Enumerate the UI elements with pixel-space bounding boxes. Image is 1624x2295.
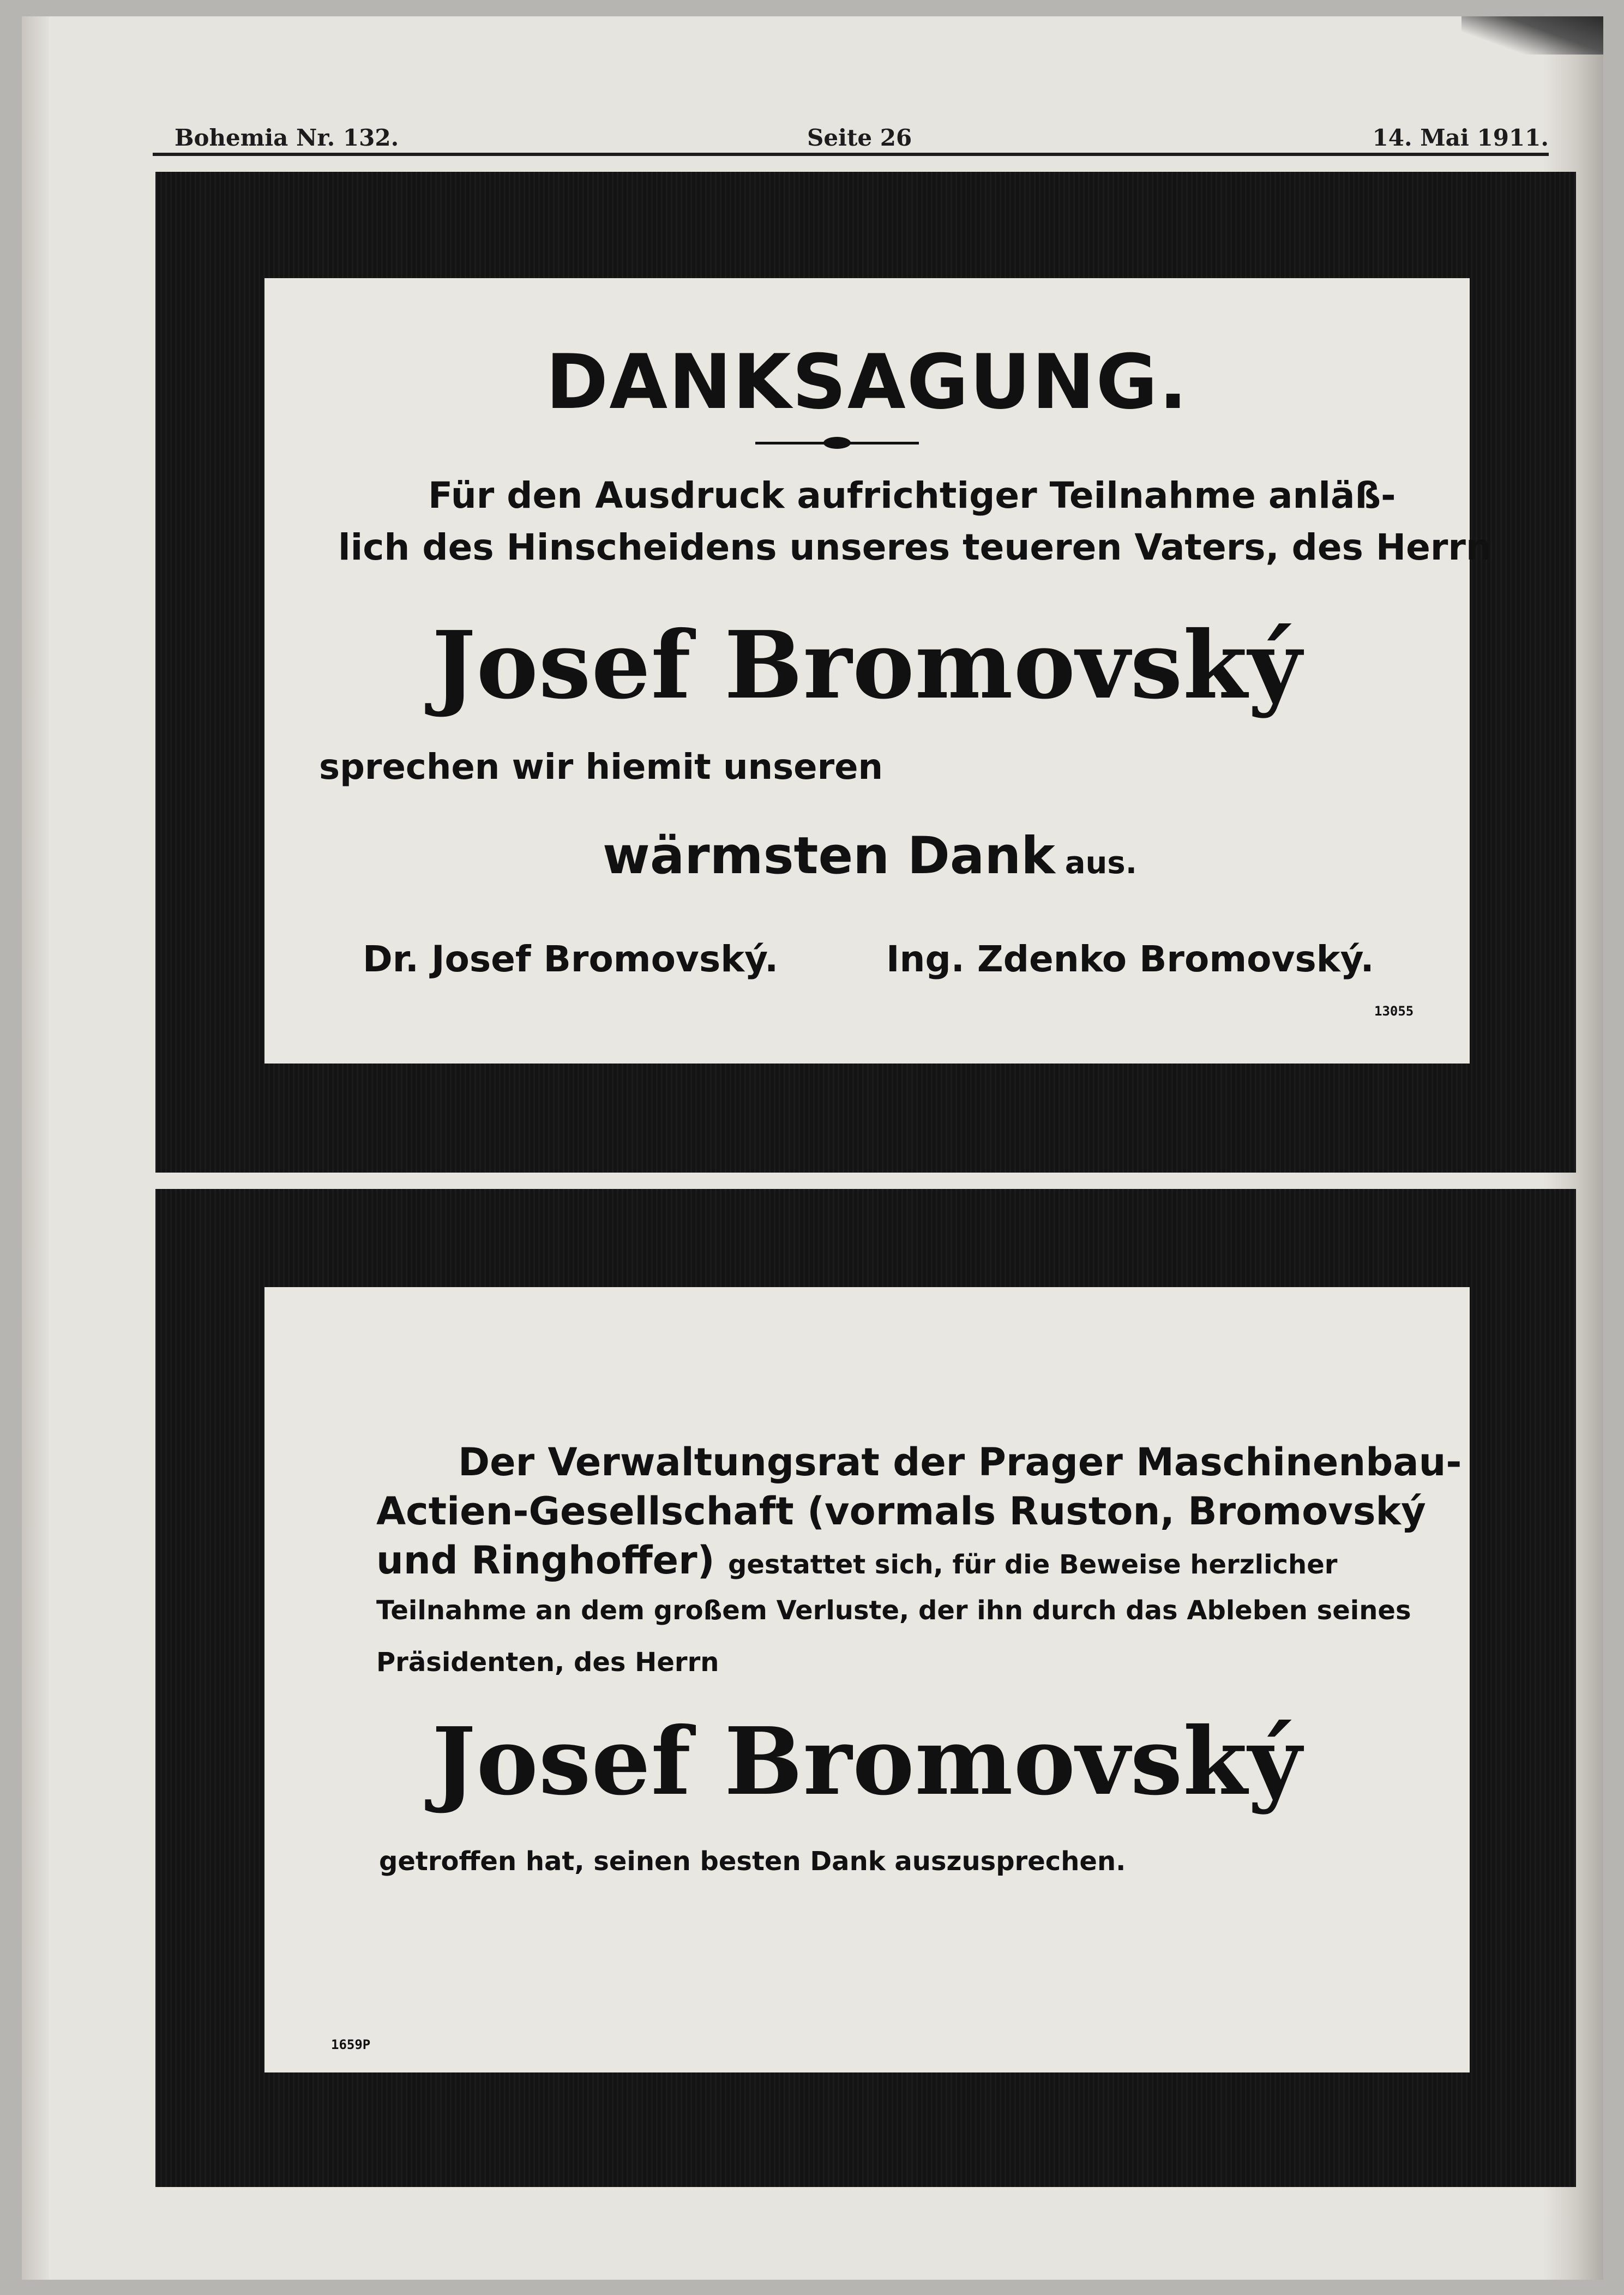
danksagung-notice — [264, 278, 1491, 1064]
ornament-divider-center — [823, 437, 851, 449]
page-corner-shadow — [1461, 16, 1603, 55]
header-rule — [153, 153, 1549, 156]
thanks-end: aus. — [1064, 845, 1138, 881]
ad-reference-number: 1659P — [331, 2037, 371, 2052]
ad-reference-number: 13055 — [1374, 1004, 1414, 1019]
publication-name: Bohemia Nr. 132. — [175, 124, 399, 151]
notice-text-line: getroffen hat, seinen besten Dank auszusprechen. — [379, 1846, 1126, 1877]
deceased-name: Josef Bromovský — [432, 1707, 1302, 1816]
signer: Ing. Zdenko Bromovský. — [886, 938, 1374, 980]
notice-text-line: lich des Hinscheidens unseres teueren Vaters, des Herrn — [338, 526, 1491, 568]
notice-text-line: Für den Ausdruck aufrichtiger Teilnahme anläß- — [428, 474, 1396, 516]
signer: Dr. Josef Bromovský. — [363, 938, 779, 980]
board-notice — [264, 1287, 1470, 2072]
mourning-frame-top — [155, 172, 1576, 1173]
notice-text-line: Teilnahme an dem großem Verluste, der ihn durch das Ableben seines — [376, 1595, 1411, 1626]
notice-text-line: Actien-Gesellschaft (vormals Ruston, Bromovský — [376, 1489, 1426, 1534]
notice-text-rest: gestattet sich, für die Beweise herzlicher — [727, 1549, 1338, 1580]
mourning-frame-bottom — [155, 1189, 1576, 2187]
notice-text-line: sprechen wir hiemit unseren — [319, 747, 883, 788]
notice-text-line: Der Verwaltungsrat der Prager Maschinenbau- — [458, 1440, 1462, 1485]
issue-date: 14. Mai 1911. — [1372, 124, 1549, 151]
page-left-edge — [22, 16, 49, 2280]
thanks-emphasis: wärmsten Dank — [603, 826, 1055, 886]
notice-text-line — [376, 1538, 1337, 1583]
notice-title: DANKSAGUNG. — [545, 338, 1189, 426]
newspaper-page — [22, 16, 1603, 2280]
thanks-line — [603, 826, 1137, 886]
page-number: Seite 26 — [807, 124, 912, 151]
notice-text-emphasis: und Ringhoffer) — [376, 1538, 715, 1583]
notice-text-line: Präsidenten, des Herrn — [376, 1647, 719, 1678]
deceased-name: Josef Bromovský — [432, 611, 1302, 720]
